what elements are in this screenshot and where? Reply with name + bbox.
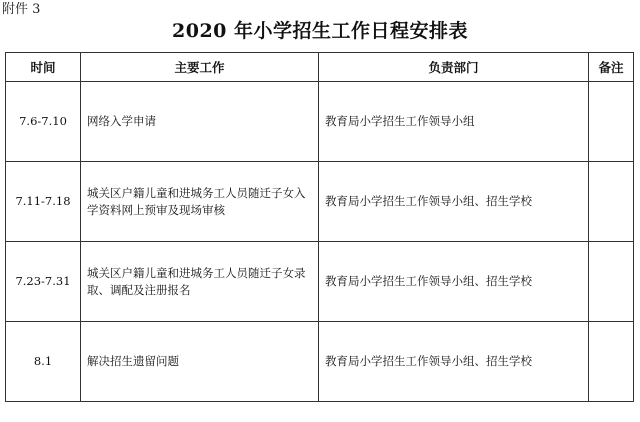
- header-task: 主要工作: [81, 53, 319, 82]
- cell-department: 教育局小学招生工作领导小组: [319, 82, 589, 162]
- cell-remarks: [589, 82, 634, 162]
- table-row: [6, 162, 634, 242]
- cell-task: 解决招生遗留问题: [81, 322, 319, 402]
- cell-time: 7.23-7.31: [6, 242, 81, 322]
- header-department: 负责部门: [319, 53, 589, 82]
- cell-task: 城关区户籍儿童和进城务工人员随迁子女录取、调配及注册报名: [81, 242, 319, 322]
- cell-time: 7.6-7.10: [6, 82, 81, 162]
- cell-remarks: [589, 162, 634, 242]
- table-row: [6, 322, 634, 402]
- table-row: [6, 242, 634, 322]
- cell-remarks: [589, 242, 634, 322]
- cell-task: 网络入学申请: [81, 82, 319, 162]
- cell-time: 7.11-7.18: [6, 162, 81, 242]
- cell-remarks: [589, 322, 634, 402]
- cell-task: 城关区户籍儿童和进城务工人员随迁子女入学资料网上预审及现场审核: [81, 162, 319, 242]
- cell-department: 教育局小学招生工作领导小组、招生学校: [319, 242, 589, 322]
- table-header-row: [6, 53, 634, 82]
- header-time: 时间: [6, 53, 81, 82]
- header-remarks: 备注: [589, 53, 634, 82]
- document-title: 2020 年小学招生工作日程安排表: [172, 20, 468, 42]
- cell-department: 教育局小学招生工作领导小组、招生学校: [319, 322, 589, 402]
- cell-department: 教育局小学招生工作领导小组、招生学校: [319, 162, 589, 242]
- attachment-label: 附件 3: [2, 2, 41, 17]
- table-row: [6, 82, 634, 162]
- schedule-table: [5, 52, 634, 402]
- cell-time: 8.1: [6, 322, 81, 402]
